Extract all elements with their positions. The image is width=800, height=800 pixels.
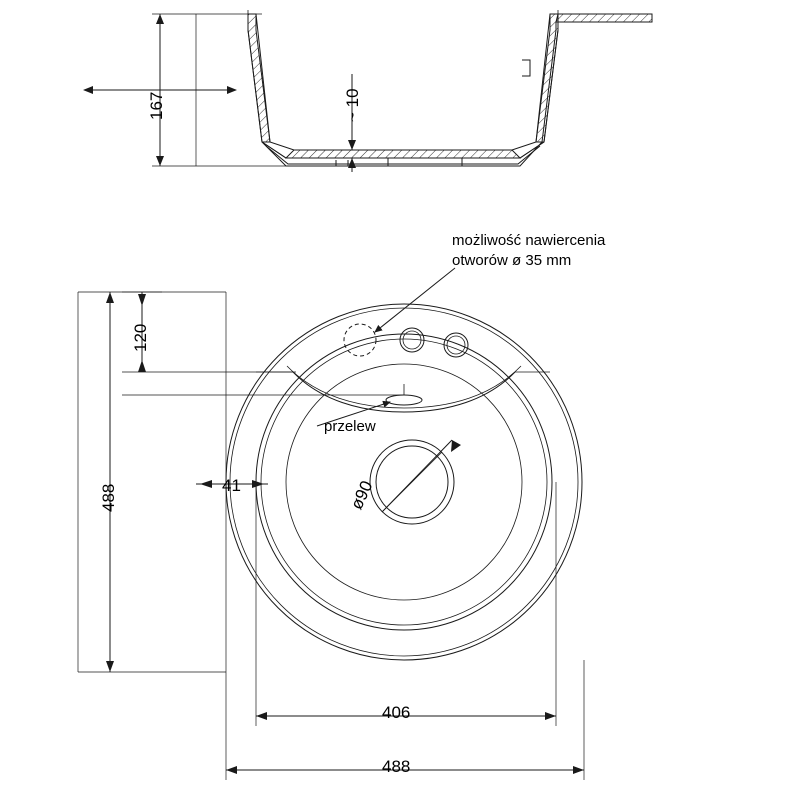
tap-hole-2 — [444, 333, 468, 357]
dimension-label-167: 167 — [147, 91, 166, 120]
dimension-406 — [256, 482, 556, 726]
overflow-slot — [386, 395, 422, 405]
bowl-bottom-circle — [286, 364, 522, 600]
leader-tap-holes — [375, 268, 455, 332]
dimension-label-d90: ø90 — [346, 477, 377, 513]
outer-circle-inner — [230, 308, 578, 656]
dimension-488-vertical — [78, 292, 226, 672]
tap-holes-note-line1: możliwość nawiercenia — [452, 232, 606, 249]
dimension-label-41: 41 — [222, 476, 241, 495]
dimension-label-120: 120 — [131, 323, 150, 352]
dimension-label-406: 406 — [382, 703, 411, 722]
dimension-label-depth-10: ~ 10 — [343, 88, 362, 122]
tap-hole-dashed — [344, 324, 376, 356]
dimension-label-488-vertical: 488 — [99, 483, 118, 512]
section-view — [84, 10, 652, 172]
top-view — [78, 268, 584, 780]
tap-hole-2-inner — [447, 336, 465, 354]
tap-holes-note-line2: otworów ø 35 mm — [452, 252, 572, 269]
outer-circle — [226, 304, 582, 660]
dimension-label-488-horizontal: 488 — [382, 757, 411, 776]
overflow-label: przelew — [324, 418, 376, 435]
